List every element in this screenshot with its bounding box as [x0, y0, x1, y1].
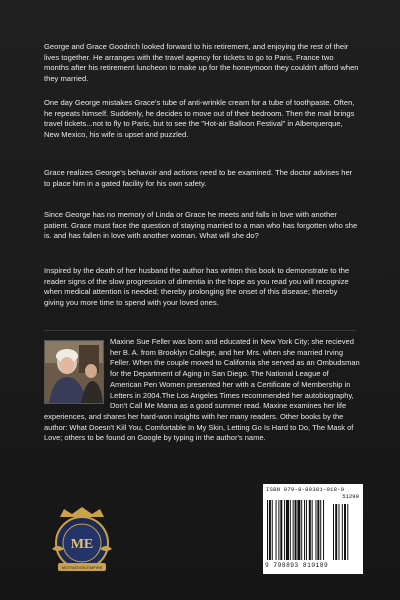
logo-ring-text: MOTIVATION EMPIRE [61, 565, 103, 570]
section-divider [44, 330, 356, 331]
author-bio-text: Maxine Sue Feller was born and educated in New York City; she recieved her B. A. from Brooklyn College, and her Mrs. when she married Irving Feller. When the couple moved to California she served as an Ombudsman for the Department of Aging in San Diego. The National League of American Pen Women presented her with a Certificate of Membership in Letters in 2004.The Los Angeles Times recommended her autobiography, Don't Call Me Mama as a good summer read. Maxine examines her life experiences, and shares her hard-won insights with her many readers. Other books by the author: What Doesn't Kill You, Comfortable In My Skin, Letting Go Is Hard to Do, The Mask of Love; others to be found on Google by typing in the author's name. [44, 337, 360, 443]
isbn-label: ISBN 979-8-89381-018-9 [266, 486, 345, 493]
price-code: 51299 [342, 493, 359, 500]
logo-monogram: ME [70, 537, 94, 552]
barcode-bars [267, 500, 359, 560]
author-bio [44, 337, 360, 444]
synopsis-paragraph-3: Grace realizes George's behavoir and actions need to be examined. The doctor advises her to place him in a gated facility for his own safety. [44, 168, 353, 188]
publisher-logo [50, 505, 114, 575]
synopsis-paragraph-4: Since George has no memory of Linda or Grace he meets and falls in love with another patient. Grace must face the question of staying married to a man who has forgotten who she is. and has fallen in love with another woman. What will she do? [44, 210, 358, 241]
synopsis-paragraph-5: Inspired by the death of her husband the author has written this book to demonstrate to the reader signs of the slow progression of dimentia in the hope as you read you will recognize when medical attention is needed; thereby prolonging the onset of this disease; thereby giving you more time to spend with your loved ones. [44, 266, 350, 307]
synopsis-paragraph-2: One day George mistakes Grace's tube of anti-wrinkle cream for a tube of toothpaste. Often, he repeats himself. Suddenly, he decides to move out of their bedroom. Then the mail brings travel tickets...not to fly to Paris, but to see the "Hot-air Balloon Festival" in Alberquerque, New Mexico, his wife is upset and puzzled. [44, 98, 355, 139]
isbn-barcode [263, 484, 363, 574]
synopsis-paragraph-1: George and Grace Goodrich looked forward to his retirement, and enjoying the rest of their lives together. He arranges with the travel agency for tickets to go to Paris, France two months after his retirement luncheon to make up for the honeymoon they couldn't afford when they married. [44, 42, 359, 83]
ean-digits: 9 798893 810189 [265, 562, 329, 569]
